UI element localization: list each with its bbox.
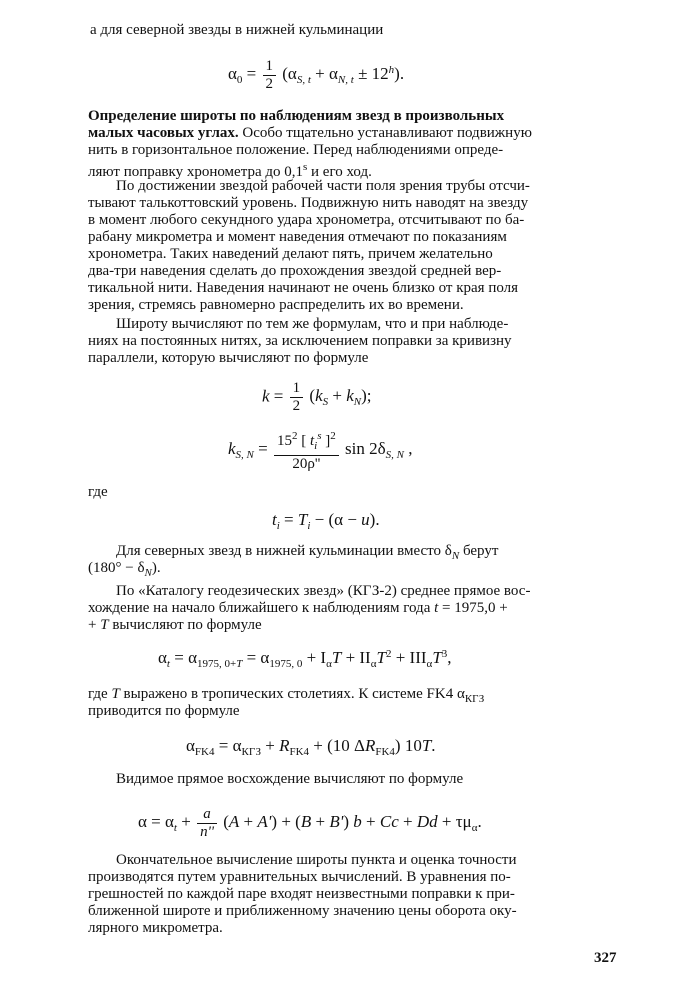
formula-k: k = $\frac{1}{2}$ $(k_S + k_N)$; [262,380,372,414]
formula-ti: $t_i = T_i - (\alpha - u)$. [272,510,380,532]
formula-alpha: $\alpha = \alpha_t$ + $\frac{a}{n''}$ (A + A') + (B + B') $b + Cc + Dd + \tau\mu_\alpha$. [138,806,482,840]
paragraph-latitude-definition: Определение широты по наблюдениям звезд в произвольных малых часовых углах. Особо тщательно устанавливают подвижную нить в горизонтальное положение. Перед наблюдениями опреде- ляют поправку хронометра до 0,1$^s$ и его ход. [88,108,532,180]
formula-kSN: $k_{S, N}$ = $\frac{15^2 [ t_i^s ]^2}{20\rho''}$ $\sin 2\delta_{S, N}$ , [228,430,413,472]
formula-alpha-t: $\alpha_t = \alpha_{1975, 0+T} = \alpha_{1975, 0} + I_\alpha T + II_\alpha T^2 + III_\alpha T^3$, [158,648,452,670]
paragraph-latitude-computation: Широту вычисляют по тем же формулам, что и при наблюде- ниях на постоянных нитях, за исключением поправки за кривизну параллели, которую вычисляют по формуле [88,316,512,366]
paragraph-final-computation: Окончательное вычисление широты пункта и оценка точности производятся путем уравнительных вычислений. В уравнения по- грешностей по каждой паре входят неизвестными поправки к при- ближенной широте и приближенному значению цены оборота оку- лярного микрометра. [88,852,517,936]
formula-alpha0: $\alpha_0$ = $\frac{1}{2}$ $(\alpha_{S, t} + \alpha_{N, t} \pm 12^h)$. [228,58,405,92]
fraction-one-half: $\frac{1}{2}$ [263,58,277,93]
paragraph-catalogue: По «Каталогу геодезических звезд» (КГЗ-2) среднее прямое вос- хождение на начало ближайшего к наблюдениям года t = 1975,0 + + T вычисляют по формуле [88,583,531,633]
word-where: где [88,484,108,500]
intro-line: а для северной звезды в нижней кульминации [90,22,384,38]
page-number: 327 [594,950,617,966]
paragraph-northern-stars: Для северных звезд в нижней кульминации вместо $\delta_N$ берут $(180^\circ - \delta_N)$. [88,543,499,579]
paragraph-apparent-ra: Видимое прямое восхождение вычисляют по формуле [116,771,464,787]
paragraph-observation-procedure: По достижении звездой рабочей части поля зрения трубы отсчи- тывают талькоттовский уровень. Подвижную нить наводят на звезду в момент любого секундного удара хронометра, отсчитывают по ба- рабану микрометра и момент наведения отмечают по показаниям хронометра. Таких наведений делают пять, причем желательно два-три наведения сделать до прохождения звездой средней вер- тикальной нити. Наведения начинают не очень близко от края поля зрения, стремясь равномерно распределить их во времени. [88,178,530,313]
formula-fk4: $\alpha_{FK4} = \alpha_{КГЗ} + R_{FK4} + (10$ $\Delta R_{FK4}$) 10T. [186,736,436,758]
paragraph-fk4-system: где T выражено в тропических столетиях. К системе FK4 $\alpha_{КГЗ}$ приводится по формуле [88,686,485,719]
